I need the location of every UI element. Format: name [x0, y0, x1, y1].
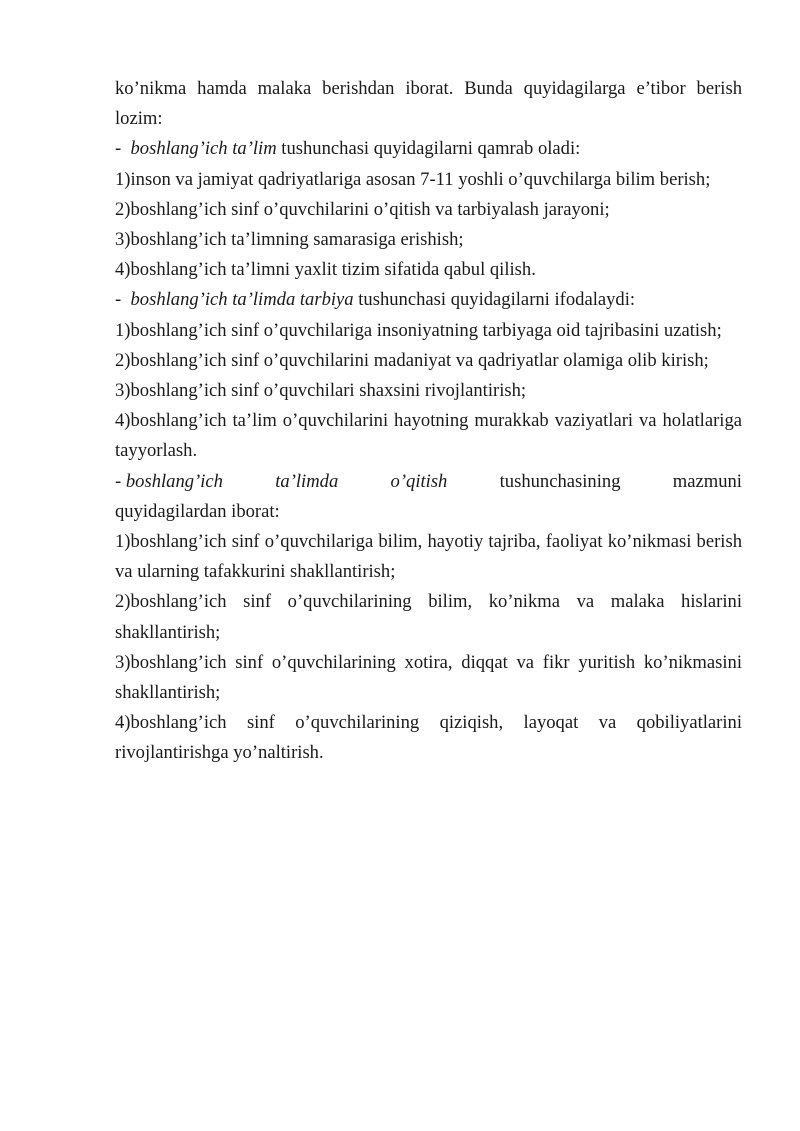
term-word: ta’limda	[275, 470, 339, 492]
list-item: 2)boshlang’ich sinf o’quvchilarini o’qitish va tarbiyalash jarayoni;	[115, 198, 610, 220]
section-heading-boshlangich-talim	[115, 134, 742, 164]
list-dash: -	[115, 470, 122, 492]
term-boshlangich-talimda-tarbiya: boshlang’ich ta’limda tarbiya	[130, 289, 354, 311]
list-item: 4)boshlang’ich ta’lim o’quvchilarini hayotning murakkab vaziyatlari va holatlariga tayyorlash.	[115, 410, 742, 462]
heading-justified-line	[115, 467, 742, 497]
list-item: 2)boshlang’ich sinf o’quvchilarining bilim, ko’nikma va malaka hislarini shakllantirish;	[115, 591, 742, 643]
list-item: 1)inson va jamiyat qadriyatlariga asosan 7-11 yoshli o’quvchilarga bilim berish;	[115, 168, 711, 190]
list-item: 4)boshlang’ich sinf o’quvchilarining qiziqish, layoqat va qobiliyatlarini rivojlantirishga yo’naltirish.	[115, 712, 742, 764]
list-item: 2)boshlang’ich sinf o’quvchilarini madaniyat va qadriyatlar olamiga olib kirish;	[115, 349, 709, 371]
heading-word: tushunchasining	[499, 470, 621, 492]
heading-line-2: quyidagilardan iborat:	[115, 500, 280, 522]
list-item: 1)boshlang’ich sinf o’quvchilariga bilim, hayotiy tajriba, faoliyat ko’nikmasi berish va ularning tafakkurini shakllantirish;	[115, 531, 742, 583]
heading-word: mazmuni	[672, 470, 742, 492]
list-item: 3)boshlang’ich ta’limning samarasiga erishish;	[115, 229, 464, 251]
list-dash: -	[115, 138, 122, 160]
section-heading-boshlangich-talimda-tarbiya	[115, 285, 742, 315]
list-dash: -	[115, 289, 122, 311]
section-heading-boshlangich-talimda-oqitish	[115, 467, 742, 527]
document-page	[115, 74, 742, 769]
list-item: 1)boshlang’ich sinf o’quvchilariga insoniyatning tarbiyaga oid tajribasini uzatish;	[115, 319, 722, 341]
heading-rest: tushunchasi quyidagilarni qamrab oladi:	[276, 138, 581, 160]
term-word: boshlang’ich	[125, 470, 223, 492]
list-item: 4)boshlang’ich ta’limni yaxlit tizim sifatida qabul qilish.	[115, 259, 536, 281]
list-item: 3)boshlang’ich sinf o’quvchilari shaxsini rivojlantirish;	[115, 380, 527, 402]
list-item: 3)boshlang’ich sinf o’quvchilarining xotira, diqqat va fikr yuritish ko’nikmasini shakllantirish;	[115, 651, 742, 704]
term-word: o’qitish	[390, 470, 448, 492]
heading-rest: tushunchasi quyidagilarni ifodalaydi:	[353, 289, 636, 311]
term-boshlangich-talim: boshlang’ich ta’lim	[130, 138, 277, 160]
intro-paragraph: ko’nikma hamda malaka berishdan iborat. Bunda quyidagilarga e’tibor berish lozim:	[115, 78, 742, 130]
